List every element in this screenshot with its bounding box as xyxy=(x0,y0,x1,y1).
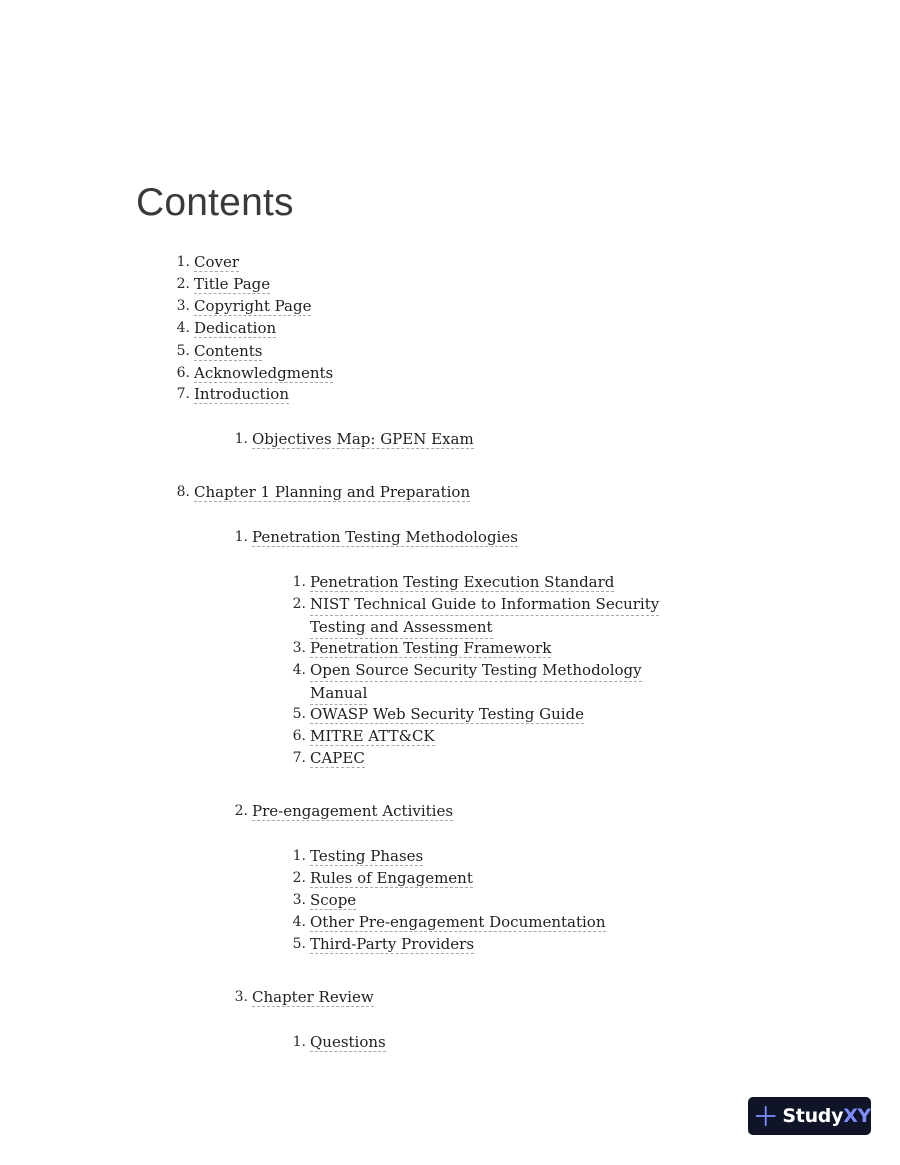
toc-link-ptes[interactable]: Penetration Testing Execution Standard xyxy=(310,573,615,591)
toc-number: 1. xyxy=(292,1034,306,1050)
toc-link-dedication[interactable]: Dedication xyxy=(194,319,277,337)
toc-item-nist-guide xyxy=(292,593,660,639)
toc-link-chapter-1[interactable]: Chapter 1 Planning and Preparation xyxy=(194,483,471,501)
toc-item-third-party-providers xyxy=(292,933,475,955)
toc-link-line: Manual xyxy=(310,682,367,705)
toc-link-other-documentation[interactable]: Other Pre-engagement Documentation xyxy=(310,913,606,931)
toc-number: 4. xyxy=(292,662,306,678)
toc-link-pentest-methodologies[interactable]: Penetration Testing Methodologies xyxy=(252,528,518,546)
toc-item-pre-engagement xyxy=(234,800,454,822)
toc-number: 7. xyxy=(292,750,306,766)
toc-link-owasp[interactable]: OWASP Web Security Testing Guide xyxy=(310,705,585,723)
toc-link-capec[interactable]: CAPEC xyxy=(310,749,365,767)
toc-number: 4. xyxy=(292,914,306,930)
toc-link-pre-engagement[interactable]: Pre-engagement Activities xyxy=(252,802,454,820)
toc-number: 2. xyxy=(292,870,306,886)
toc-number: 2. xyxy=(292,596,306,612)
toc-number: 6. xyxy=(176,365,190,381)
toc-link-scope[interactable]: Scope xyxy=(310,891,357,909)
toc-link-introduction[interactable]: Introduction xyxy=(194,385,289,403)
toc-item-objectives-map xyxy=(234,428,474,450)
toc-link-title-page[interactable]: Title Page xyxy=(194,275,271,293)
toc-number: 2. xyxy=(176,276,190,292)
toc-link-objectives-map[interactable]: Objectives Map: GPEN Exam xyxy=(252,430,474,448)
toc-item-dedication xyxy=(176,317,277,339)
plus-icon xyxy=(755,1104,776,1128)
toc-item-contents xyxy=(176,340,263,362)
toc-number: 2. xyxy=(234,803,248,819)
toc-item-scope xyxy=(292,889,357,911)
toc-item-questions xyxy=(292,1031,386,1053)
brand-logo-text xyxy=(782,1105,871,1127)
toc-link-contents[interactable]: Contents xyxy=(194,342,263,360)
toc-number: 7. xyxy=(176,386,190,402)
toc-link-line: NIST Technical Guide to Information Security xyxy=(310,593,659,616)
toc-number: 3. xyxy=(292,892,306,908)
toc-number: 4. xyxy=(176,320,190,336)
toc-link-ptf[interactable]: Penetration Testing Framework xyxy=(310,639,552,657)
toc-link-line: Testing and Assessment xyxy=(310,616,493,639)
toc-item-ptf xyxy=(292,637,552,659)
toc-number: 5. xyxy=(292,936,306,952)
toc-link-chapter-review[interactable]: Chapter Review xyxy=(252,988,374,1006)
toc-number: 1. xyxy=(292,574,306,590)
toc-number: 3. xyxy=(176,298,190,314)
toc-item-title-page xyxy=(176,273,271,295)
page-title: Contents xyxy=(136,181,294,224)
toc-item-other-documentation xyxy=(292,911,606,933)
toc-item-ptes xyxy=(292,571,615,593)
toc-item-osstmm xyxy=(292,659,642,705)
toc-number: 5. xyxy=(176,343,190,359)
toc-item-mitre-attack xyxy=(292,725,435,747)
toc-item-capec xyxy=(292,747,365,769)
toc-number: 1. xyxy=(176,254,190,270)
toc-link-osstmm[interactable] xyxy=(310,661,642,702)
brand-main: Study xyxy=(782,1105,844,1127)
toc-link-mitre-attack[interactable]: MITRE ATT&CK xyxy=(310,727,435,745)
toc-number: 1. xyxy=(234,529,248,545)
toc-item-chapter-review xyxy=(234,986,374,1008)
toc-item-chapter-1 xyxy=(176,481,471,503)
toc-number: 8. xyxy=(176,484,190,500)
toc-link-acknowledgments[interactable]: Acknowledgments xyxy=(194,364,334,382)
toc-link-copyright-page[interactable]: Copyright Page xyxy=(194,297,312,315)
toc-link-rules-of-engagement[interactable]: Rules of Engagement xyxy=(310,869,473,887)
toc-number: 6. xyxy=(292,728,306,744)
toc-item-testing-phases xyxy=(292,845,424,867)
studyxy-badge[interactable] xyxy=(748,1097,871,1135)
toc-number: 3. xyxy=(234,989,248,1005)
toc-item-rules-of-engagement xyxy=(292,867,473,889)
toc-link-cover[interactable]: Cover xyxy=(194,253,240,271)
toc-item-pentest-methodologies xyxy=(234,526,518,548)
toc-link-nist-guide[interactable] xyxy=(310,595,659,636)
toc-link-questions[interactable]: Questions xyxy=(310,1033,386,1051)
toc-number: 1. xyxy=(234,431,248,447)
toc-link-third-party-providers[interactable]: Third-Party Providers xyxy=(310,935,475,953)
toc-link-line: Open Source Security Testing Methodology xyxy=(310,659,642,682)
toc-number: 5. xyxy=(292,706,306,722)
toc-item-cover xyxy=(176,251,240,273)
toc-number: 1. xyxy=(292,848,306,864)
toc-item-owasp xyxy=(292,703,585,725)
toc-number: 3. xyxy=(292,640,306,656)
toc-item-introduction xyxy=(176,383,289,405)
toc-item-copyright-page xyxy=(176,295,312,317)
toc-item-acknowledgments xyxy=(176,362,334,384)
toc-link-testing-phases[interactable]: Testing Phases xyxy=(310,847,424,865)
brand-accent: XY xyxy=(843,1105,871,1127)
